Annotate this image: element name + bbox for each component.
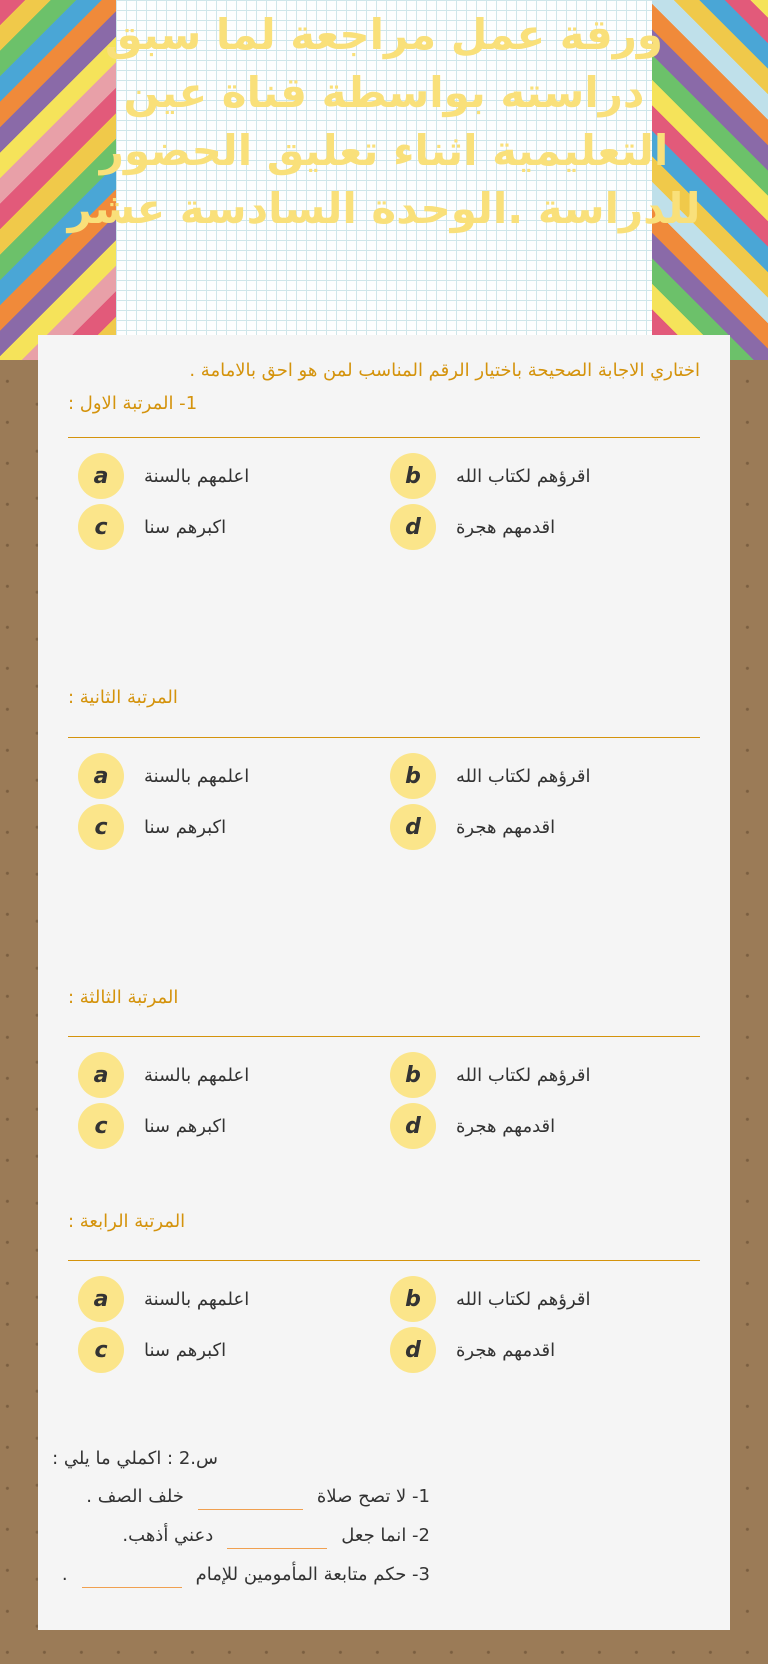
option-d[interactable] bbox=[390, 1103, 555, 1149]
option-letter-badge: c bbox=[78, 1103, 124, 1149]
option-b[interactable] bbox=[390, 1276, 591, 1322]
option-text: اقدمهم هجرة bbox=[456, 1115, 556, 1137]
option-b[interactable] bbox=[390, 453, 591, 499]
blank-input[interactable] bbox=[227, 1529, 327, 1549]
option-c[interactable] bbox=[78, 504, 226, 550]
fill-after: دعني أذهب. bbox=[122, 1525, 214, 1546]
option-c[interactable] bbox=[78, 1327, 226, 1373]
option-text: اكبرهم سنا bbox=[144, 816, 227, 838]
option-c[interactable] bbox=[78, 804, 226, 850]
option-letter-badge: c bbox=[78, 804, 124, 850]
option-text: اقرؤهم لكتاب الله bbox=[456, 465, 591, 487]
worksheet-title: ورقة عمل مراجعة لما سبق دراسته بواسطة قناة عين التعليمية اثناء تعليق الحضور للدراسة .الوحدة السادسة عشر bbox=[67, 10, 701, 233]
option-d[interactable] bbox=[390, 504, 555, 550]
blank-input[interactable] bbox=[198, 1490, 303, 1510]
fill-before: 3- حكم متابعة المأمومين للإمام bbox=[195, 1564, 430, 1585]
fill-after: خلف الصف . bbox=[86, 1486, 184, 1507]
option-b[interactable] bbox=[390, 1052, 591, 1098]
option-d[interactable] bbox=[390, 804, 555, 850]
instruction-block bbox=[68, 353, 700, 419]
fill-after: . bbox=[61, 1564, 68, 1585]
option-text: اعلمهم بالسنة bbox=[144, 465, 250, 487]
q2-heading: س.2 : اكملي ما يلي : bbox=[52, 1448, 218, 1469]
option-letter-badge: b bbox=[390, 453, 436, 499]
option-letter-badge: d bbox=[390, 1327, 436, 1373]
question-heading: المرتبة الثالثة : bbox=[68, 987, 179, 1008]
option-letter-badge: b bbox=[390, 1052, 436, 1098]
option-letter-badge: b bbox=[390, 753, 436, 799]
option-c[interactable] bbox=[78, 1103, 226, 1149]
fill-item-2 bbox=[122, 1523, 430, 1549]
option-text: اعلمهم بالسنة bbox=[144, 1288, 250, 1310]
option-text: اقدمهم هجرة bbox=[456, 1339, 556, 1361]
option-text: اقرؤهم لكتاب الله bbox=[456, 765, 591, 787]
option-d[interactable] bbox=[390, 1327, 555, 1373]
option-letter-badge: a bbox=[78, 1276, 124, 1322]
option-text: اعلمهم بالسنة bbox=[144, 765, 250, 787]
fill-before: 2- انما جعل bbox=[341, 1525, 430, 1546]
instruction: اختاري الاجابة الصحيحة باختيار الرقم المناسب لمن هو احق بالامامة . bbox=[189, 360, 700, 381]
fill-item-1 bbox=[86, 1484, 430, 1510]
option-b[interactable] bbox=[390, 753, 591, 799]
option-letter-badge: d bbox=[390, 504, 436, 550]
option-text: اكبرهم سنا bbox=[144, 1115, 227, 1137]
option-letter-badge: b bbox=[390, 1276, 436, 1322]
option-text: اقدمهم هجرة bbox=[456, 816, 556, 838]
divider bbox=[68, 737, 700, 738]
option-text: اكبرهم سنا bbox=[144, 516, 227, 538]
worksheet-card bbox=[38, 335, 730, 1630]
option-a[interactable] bbox=[78, 453, 249, 499]
question-heading: المرتبة الثانية : bbox=[68, 687, 178, 708]
option-letter-badge: c bbox=[78, 504, 124, 550]
option-letter-badge: a bbox=[78, 1052, 124, 1098]
option-text: اعلمهم بالسنة bbox=[144, 1064, 250, 1086]
option-letter-badge: a bbox=[78, 453, 124, 499]
fill-before: 1- لا تصح صلاة bbox=[316, 1486, 430, 1507]
option-letter-badge: d bbox=[390, 804, 436, 850]
option-letter-badge: d bbox=[390, 1103, 436, 1149]
question-heading: المرتبة الرابعة : bbox=[68, 1211, 186, 1232]
option-text: اقرؤهم لكتاب الله bbox=[456, 1064, 591, 1086]
option-a[interactable] bbox=[78, 1052, 249, 1098]
divider bbox=[68, 1260, 700, 1261]
header-banner bbox=[0, 0, 768, 360]
divider bbox=[68, 437, 700, 438]
option-letter-badge: a bbox=[78, 753, 124, 799]
option-a[interactable] bbox=[78, 753, 249, 799]
option-text: اقرؤهم لكتاب الله bbox=[456, 1288, 591, 1310]
fill-item-3 bbox=[62, 1562, 430, 1588]
question-heading: 1- المرتبة الاول : bbox=[68, 393, 198, 414]
option-a[interactable] bbox=[78, 1276, 249, 1322]
option-text: اقدمهم هجرة bbox=[456, 516, 556, 538]
option-text: اكبرهم سنا bbox=[144, 1339, 227, 1361]
blank-input[interactable] bbox=[82, 1568, 182, 1588]
option-letter-badge: c bbox=[78, 1327, 124, 1373]
divider bbox=[68, 1036, 700, 1037]
